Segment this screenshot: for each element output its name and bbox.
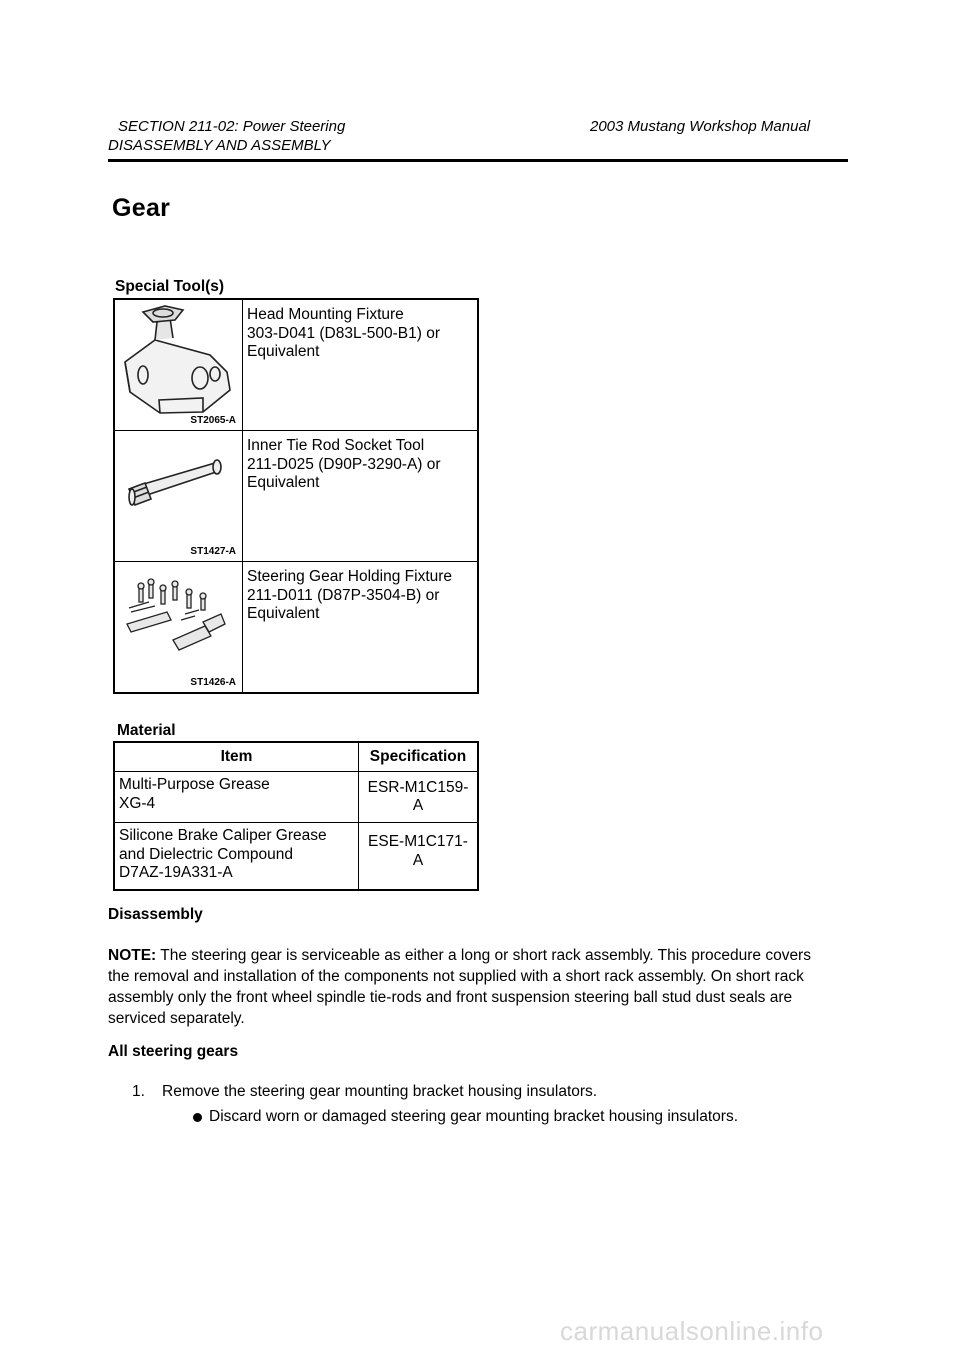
tool-code: ST1426-A bbox=[190, 677, 236, 688]
material-spec bbox=[359, 823, 479, 891]
note-paragraph bbox=[108, 945, 853, 1029]
tool-name: Steering Gear Holding Fixture bbox=[247, 568, 453, 585]
step-text: Remove the steering gear mounting bracket housing insulators. bbox=[162, 1083, 598, 1100]
item-line: and Dielectric Compound bbox=[119, 845, 294, 863]
tool-row bbox=[114, 431, 478, 562]
tool-number: 303-D041 (D83L-500-B1) or bbox=[247, 324, 440, 342]
tool-image-cell bbox=[114, 562, 243, 694]
tool-number: 211-D011 (D87P-3504-B) or bbox=[247, 586, 440, 604]
material-item bbox=[114, 772, 359, 823]
note-line: assembly only the front wheel spindle tie-rods and front suspension steering ball stud dust seals are bbox=[108, 989, 793, 1006]
note-label: NOTE: bbox=[108, 947, 157, 964]
material-spec bbox=[359, 772, 479, 823]
note-line: serviced separately. bbox=[108, 1010, 245, 1027]
tool-number: 211-D025 (D90P-3290-A) or bbox=[247, 455, 441, 473]
watermark-text: carmanualsonline.info bbox=[560, 1316, 824, 1346]
material-item bbox=[114, 823, 359, 891]
table-row bbox=[114, 823, 478, 891]
special-tools-table bbox=[113, 298, 479, 694]
step-bullet-text: Discard worn or damaged steering gear mounting bracket housing insulators. bbox=[209, 1108, 739, 1125]
tool-name: Head Mounting Fixture bbox=[247, 306, 404, 323]
page-title: Gear bbox=[112, 194, 171, 222]
holding-fixture-parts-icon bbox=[115, 562, 242, 687]
header-rule bbox=[108, 159, 848, 162]
section-header: SECTION 211-02: Power Steering bbox=[118, 118, 346, 135]
bullet-icon bbox=[193, 1113, 202, 1122]
tool-code: ST1427-A bbox=[190, 546, 236, 557]
tool-equivalent: Equivalent bbox=[247, 343, 320, 360]
tool-equivalent: Equivalent bbox=[247, 605, 320, 622]
item-line: XG-4 bbox=[119, 794, 156, 812]
column-header-item: Item bbox=[114, 742, 359, 772]
step-number: 1. bbox=[132, 1083, 145, 1100]
head-mounting-fixture-icon bbox=[115, 300, 242, 425]
note-line: The steering gear is serviceable as either a long or short rack assembly. This procedure covers bbox=[156, 947, 811, 964]
spec-line: A bbox=[412, 797, 424, 814]
material-header-row bbox=[114, 742, 478, 772]
spec-line: A bbox=[412, 851, 424, 869]
tie-rod-socket-tool-icon bbox=[115, 431, 242, 556]
tool-name: Inner Tie Rod Socket Tool bbox=[247, 437, 425, 454]
tool-description bbox=[243, 562, 479, 694]
table-row bbox=[114, 772, 478, 823]
spec-line: ESR-M1C159- bbox=[367, 778, 469, 796]
tool-code: ST2065-A bbox=[190, 415, 236, 426]
tool-row bbox=[114, 562, 478, 694]
subsection-header: DISASSEMBLY AND ASSEMBLY bbox=[108, 137, 331, 154]
tool-image-cell bbox=[114, 431, 243, 562]
material-caption: Material bbox=[117, 722, 176, 739]
manual-title: 2003 Mustang Workshop Manual bbox=[590, 118, 811, 135]
material-table bbox=[113, 741, 479, 891]
tool-description bbox=[243, 431, 479, 562]
item-line: Silicone Brake Caliper Grease bbox=[119, 827, 327, 844]
item-line: Multi-Purpose Grease bbox=[119, 776, 270, 793]
tool-equivalent: Equivalent bbox=[247, 474, 320, 491]
tool-image-cell bbox=[114, 299, 243, 431]
tool-description bbox=[243, 299, 479, 431]
note-line: the removal and installation of the components not supplied with a short rack assembly. On short rack bbox=[108, 968, 804, 985]
disassembly-heading: Disassembly bbox=[108, 906, 203, 923]
column-header-specification: Specification bbox=[359, 742, 479, 772]
all-steering-gears-heading: All steering gears bbox=[108, 1043, 239, 1060]
special-tools-caption: Special Tool(s) bbox=[115, 278, 225, 295]
item-line: D7AZ-19A331-A bbox=[119, 864, 233, 881]
spec-line: ESE-M1C171- bbox=[368, 833, 468, 850]
tool-row bbox=[114, 299, 478, 431]
